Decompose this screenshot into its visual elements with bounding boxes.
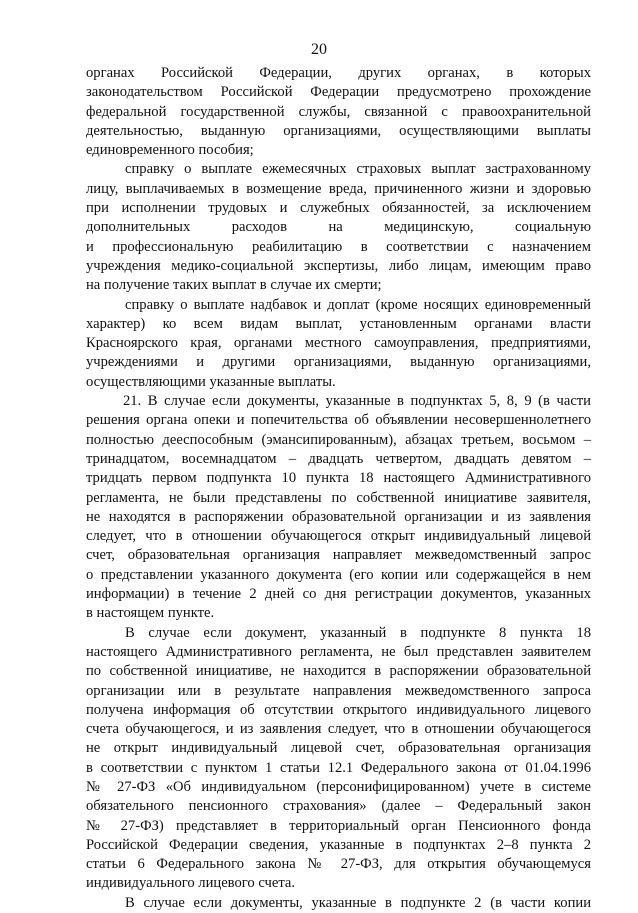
text-line: обязательного пенсионного страхования» (далее – Федеральный закон <box>86 798 591 815</box>
text-line: настоящего Административного регламента, не был представлен заявителем <box>86 643 591 660</box>
text-line: счет, образовательная организация направляет межведомственный запрос <box>86 547 591 564</box>
text-line: в соответствии с пунктом 1 статьи 12.1 Федерального закона от 01.04.1996 <box>86 759 591 776</box>
text-line: информации) в течение 2 дней со дня регистрации документов, указанных <box>86 586 591 603</box>
text-line: на получение таких выплат в случае их смерти; <box>86 277 382 294</box>
text-line: следует, что в отношении обучающегося открыт индивидуальный лицевой <box>86 528 591 545</box>
text-line: учреждениями и другими организациями, выданную организациями, <box>86 354 591 371</box>
text-line: органах Российской Федерации, других органах, в которых <box>86 65 591 81</box>
text-line: В случае если документы, указанные в подпункте 2 (в части копии <box>125 894 591 911</box>
text-line: индивидуального лицевого счета. <box>86 875 296 892</box>
text-line: № 27-ФЗ «Об индивидуальном (персонифицированном) учете в системе <box>86 778 591 795</box>
text-line: 21. В случае если документы, указанные в подпунктах 5, 8, 9 (в части <box>123 393 591 410</box>
text-line: федеральной государственной службы, связанной с правоохранительной <box>86 103 591 120</box>
text-line: характер) ко всем видам выплат, установленным органами власти <box>86 315 591 332</box>
text-line: решения органа опеки и попечительства об объявлении несовершеннолетнего <box>86 412 591 429</box>
text-line: не открыт индивидуальный лицевой счет, образовательная организация <box>86 740 591 757</box>
text-line: справку о выплате ежемесячных страховых выплат застрахованному <box>125 161 591 178</box>
text-line: счета обучающегося, и из заявления следует, что в отношении обучающегося <box>86 721 591 738</box>
text-line: организации или в результате направления межведомственного запроса <box>86 682 591 699</box>
text-line: № 27-ФЗ) представляет в территориальный орган Пенсионного фонда <box>86 817 591 834</box>
text-line: деятельностью, выданную организациями, осуществляющими выплаты <box>86 122 591 139</box>
text-line: Красноярского края, органами местного самоуправления, предприятиями, <box>86 335 591 352</box>
text-line: лицу, выплачиваемых в возмещение вреда, причиненного жизни и здоровью <box>86 180 591 197</box>
document-body <box>86 64 591 913</box>
text-line: при исполнении трудовых и служебных обязанностей, за исключением <box>86 200 591 217</box>
text-line: в настоящем пункте. <box>86 605 215 622</box>
text-line: дополнительных расходов на медицинскую, социальную <box>86 219 591 236</box>
text-line: получена информация об отсутствии открытого индивидуального лицевого <box>86 701 591 718</box>
text-line: справку о выплате надбавок и доплат (кроме носящих единовременный <box>125 296 591 313</box>
text-line: регламента, не были представлены по собственной инициативе заявителя, <box>86 489 591 506</box>
page-number: 20 <box>311 41 327 58</box>
text-line: тридцать первом подпункта 10 пункта 18 настоящего Административного <box>86 470 591 487</box>
text-line: единовременного пособия; <box>86 142 254 159</box>
text-line: Российской Федерации сведения, указанные в подпунктах 2–8 пункта 2 <box>86 836 591 853</box>
text-line: статьи 6 Федерального закона № 27-ФЗ, для открытия обучающемуся <box>86 856 591 873</box>
text-line: по собственной инициативе, не находится в распоряжении образовательной <box>86 663 591 680</box>
text-line: полностью дееспособным (эмансипированным), абзацах третьем, восьмом – <box>86 431 591 448</box>
text-line: тринадцатом, восемнадцатом – двадцать четвертом, двадцать девятом – <box>86 450 591 467</box>
text-line: осуществляющими указанные выплаты. <box>86 373 336 390</box>
text-line: не находятся в распоряжении образовательной организации и из заявления <box>86 508 591 525</box>
text-line: о представлении указанного документа (его копии или содержащейся в нем <box>86 566 591 583</box>
text-line: учреждения медико-социальной экспертизы, либо лицам, имеющим право <box>86 257 591 274</box>
text-line: законодательством Российской Федерации предусмотрено прохождение <box>86 84 591 101</box>
text-line: В случае если документ, указанный в подпункте 8 пункта 18 <box>125 624 591 641</box>
text-line: и профессиональную реабилитацию в соответствии с назначением <box>86 238 591 255</box>
